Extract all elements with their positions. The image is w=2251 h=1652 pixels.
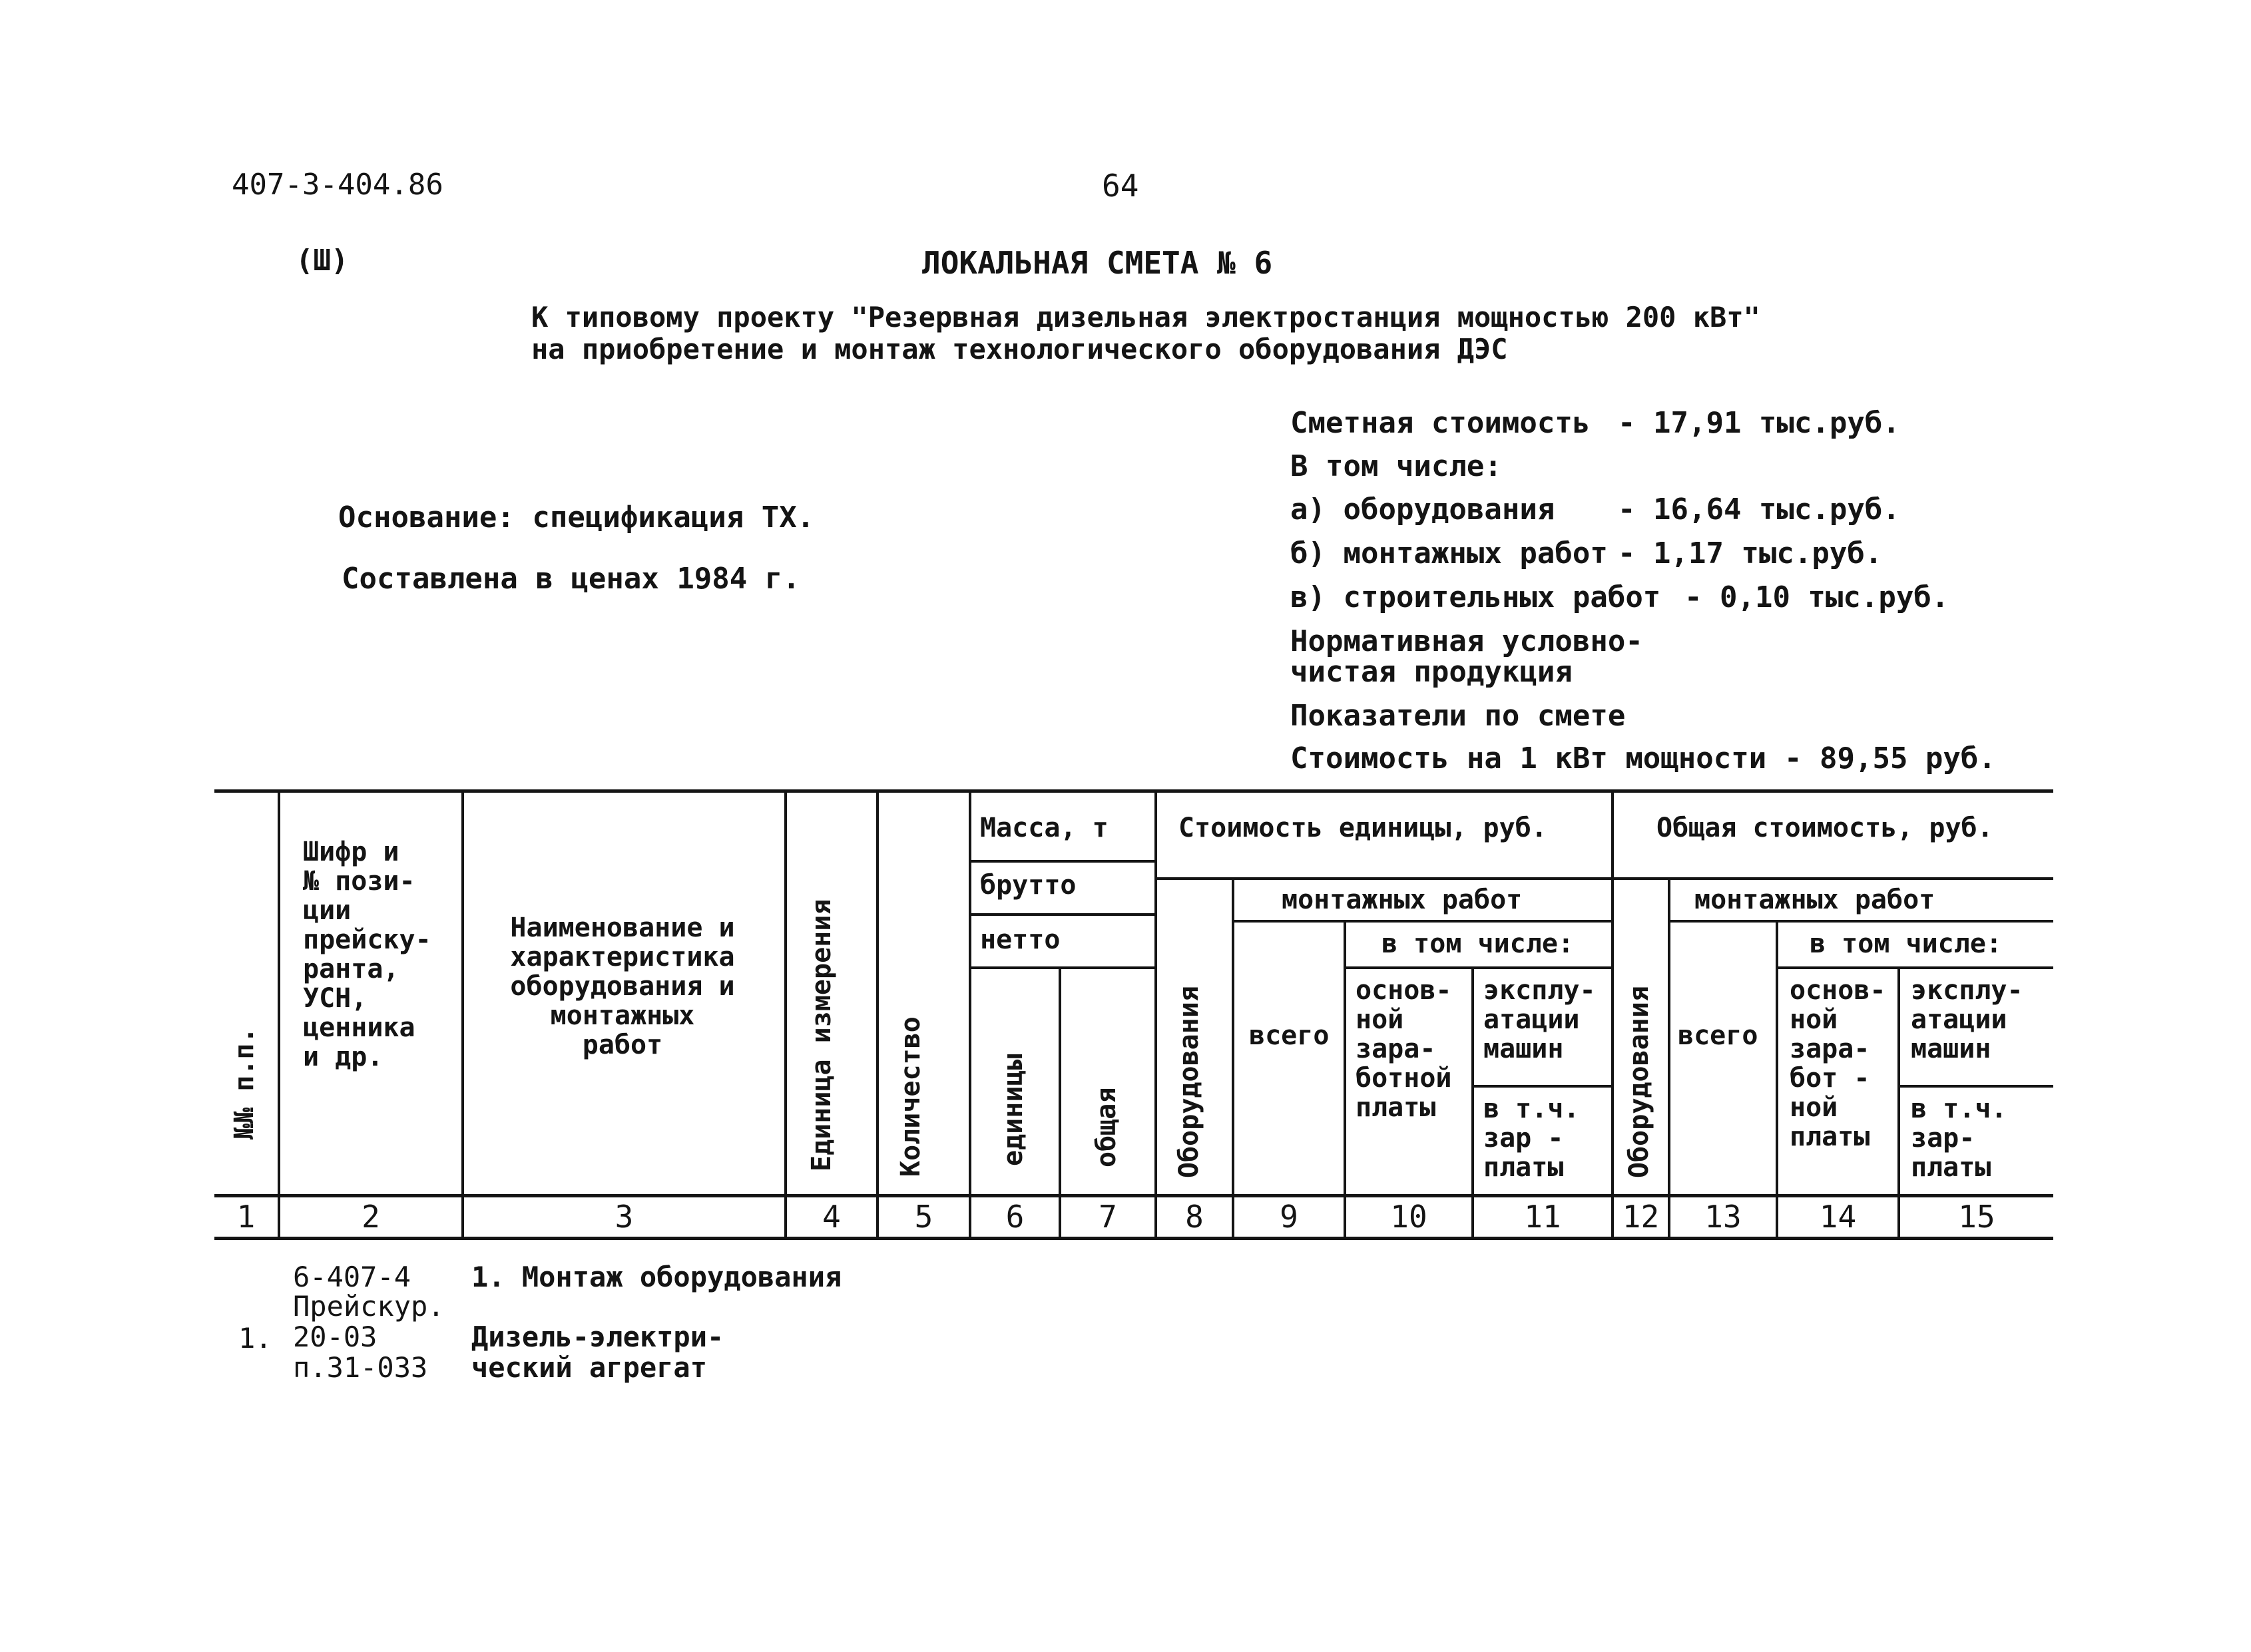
table-rule	[1668, 920, 2053, 923]
header-unit-cost: Стоимость единицы, руб.	[1178, 813, 1547, 843]
header-install-unit: монтажных работ	[1282, 885, 1523, 915]
header-incl-unit: в том числе:	[1381, 929, 1574, 959]
header-total-cost: Общая стоимость, руб.	[1656, 813, 1993, 843]
header-machines-wages-total: в т.ч. зар- платы	[1911, 1094, 2007, 1183]
header-wages-unit: основ- ной зара- ботной платы	[1356, 975, 1452, 1123]
header-code: Шифр и № пози- ции прейску- ранта, УСН, ценника и др.	[303, 837, 431, 1072]
header-unit: Единица измерения	[806, 899, 837, 1171]
row-code: Прейскур. 20-03 п.31-033	[293, 1290, 445, 1384]
col-number: 1	[236, 1199, 256, 1235]
header-name: Наименование и характеристика оборудования и монтажных работ	[510, 913, 735, 1060]
col-number: 13	[1704, 1199, 1742, 1235]
header-equipment-total: Оборудования	[1624, 986, 1654, 1178]
col-number: 2	[362, 1199, 380, 1235]
header-install-total: монтажных работ	[1694, 885, 1935, 915]
header-all-unit: всего	[1249, 1020, 1330, 1051]
table-col-divider	[1232, 879, 1234, 1238]
basis-line: Основание: спецификация ТХ.	[338, 501, 815, 534]
header-mass: Масса, т	[980, 813, 1109, 843]
per-kw-label: Стоимость на 1 кВт мощности	[1290, 741, 1767, 775]
table-rule	[1154, 877, 2053, 880]
section-code: 6-407-4	[293, 1261, 411, 1293]
header-machines-total: эксплу- атации машин	[1911, 975, 2023, 1064]
table-rule	[969, 966, 1154, 969]
header-machines-unit: эксплу- атации машин	[1483, 975, 1596, 1064]
section-title: 1. Монтаж оборудования	[471, 1261, 842, 1293]
header-mass-unit: единицы	[998, 1054, 1029, 1166]
table-top-rule	[214, 789, 2053, 793]
including-label: В том числе:	[1290, 449, 1502, 483]
header-equipment-unit: Оборудования	[1174, 986, 1204, 1178]
header-all-total: всего	[1678, 1020, 1758, 1051]
header-machines-wages-unit: в т.ч. зар - платы	[1483, 1094, 1580, 1183]
table-col-divider	[876, 791, 879, 1238]
table-rule	[1471, 1085, 1611, 1088]
col-number: 11	[1524, 1199, 1561, 1235]
col-number: 6	[1005, 1199, 1025, 1235]
col-number: 9	[1280, 1199, 1298, 1235]
col-number: 12	[1622, 1199, 1660, 1235]
table-rule	[1344, 966, 1611, 969]
col-number: 4	[822, 1199, 841, 1235]
equipment-cost-value: - 16,64 тыс.руб.	[1618, 493, 1900, 526]
total-cost-label: Сметная стоимость	[1290, 406, 1591, 440]
subtitle-line-1: К типовому проекту "Резервная дизельная электростанция мощностью 200 кВт"	[531, 301, 1760, 333]
equipment-cost-label: а) оборудования	[1290, 493, 1555, 526]
col-number: 5	[914, 1199, 933, 1235]
normative-line-1: Нормативная условно-	[1290, 624, 1643, 658]
section-tag: (Ш)	[296, 244, 349, 278]
document-number: 407-3-404.86	[232, 168, 443, 202]
construction-cost-label: в) строительных работ	[1290, 580, 1661, 614]
table-rule	[1232, 920, 1611, 923]
row-number: 1.	[238, 1322, 272, 1354]
table-rule	[969, 860, 1154, 863]
prices-line: Составлена в ценах 1984 г.	[342, 562, 800, 596]
table-col-divider	[1776, 921, 1778, 1238]
header-wages-total: основ- ной зара- бот - ной платы	[1790, 975, 1886, 1152]
document-title: ЛОКАЛЬНАЯ СМЕТА № 6	[922, 245, 1273, 281]
normative-line-2: чистая продукция	[1290, 655, 1573, 689]
header-quantity: Количество	[895, 1016, 926, 1177]
row-name: Дизель-электри- ческий агрегат	[471, 1321, 724, 1384]
total-cost-value: - 17,91 тыс.руб.	[1618, 406, 1900, 440]
header-mass-total: общая	[1091, 1087, 1122, 1167]
table-col-divider	[278, 791, 280, 1238]
col-number: 7	[1099, 1199, 1117, 1235]
col-number: 8	[1185, 1199, 1204, 1235]
header-row-number: №№ п.п.	[229, 1027, 260, 1139]
subtitle-line-2: на приобретение и монтаж технологического оборудования ДЭС	[531, 333, 1508, 365]
col-number: 14	[1819, 1199, 1857, 1235]
table-col-divider	[1154, 791, 1157, 1238]
page-number: 64	[1102, 168, 1139, 204]
header-incl-total: в том числе:	[1810, 929, 2002, 959]
table-col-divider	[1611, 791, 1614, 1238]
per-kw-value: - 89,55 руб.	[1784, 741, 1996, 775]
table-col-divider	[969, 791, 971, 1238]
header-netto: нетто	[980, 925, 1061, 955]
table-col-divider	[784, 791, 787, 1238]
indicators-label: Показатели по смете	[1290, 699, 1626, 733]
col-number: 3	[615, 1199, 634, 1235]
table-rule	[1776, 966, 2053, 969]
table-rule	[1897, 1085, 2053, 1088]
construction-cost-value: - 0,10 тыс.руб.	[1684, 580, 1949, 614]
table-col-divider	[1668, 879, 1670, 1238]
table-col-divider	[461, 791, 464, 1238]
col-number: 15	[1958, 1199, 1995, 1235]
header-brutto: брутто	[980, 870, 1077, 901]
installation-cost-value: - 1,17 тыс.руб.	[1618, 536, 1883, 570]
table-rule	[969, 913, 1154, 916]
col-number: 10	[1390, 1199, 1427, 1235]
installation-cost-label: б) монтажных работ	[1290, 536, 1608, 570]
table-col-divider	[1344, 921, 1346, 1238]
